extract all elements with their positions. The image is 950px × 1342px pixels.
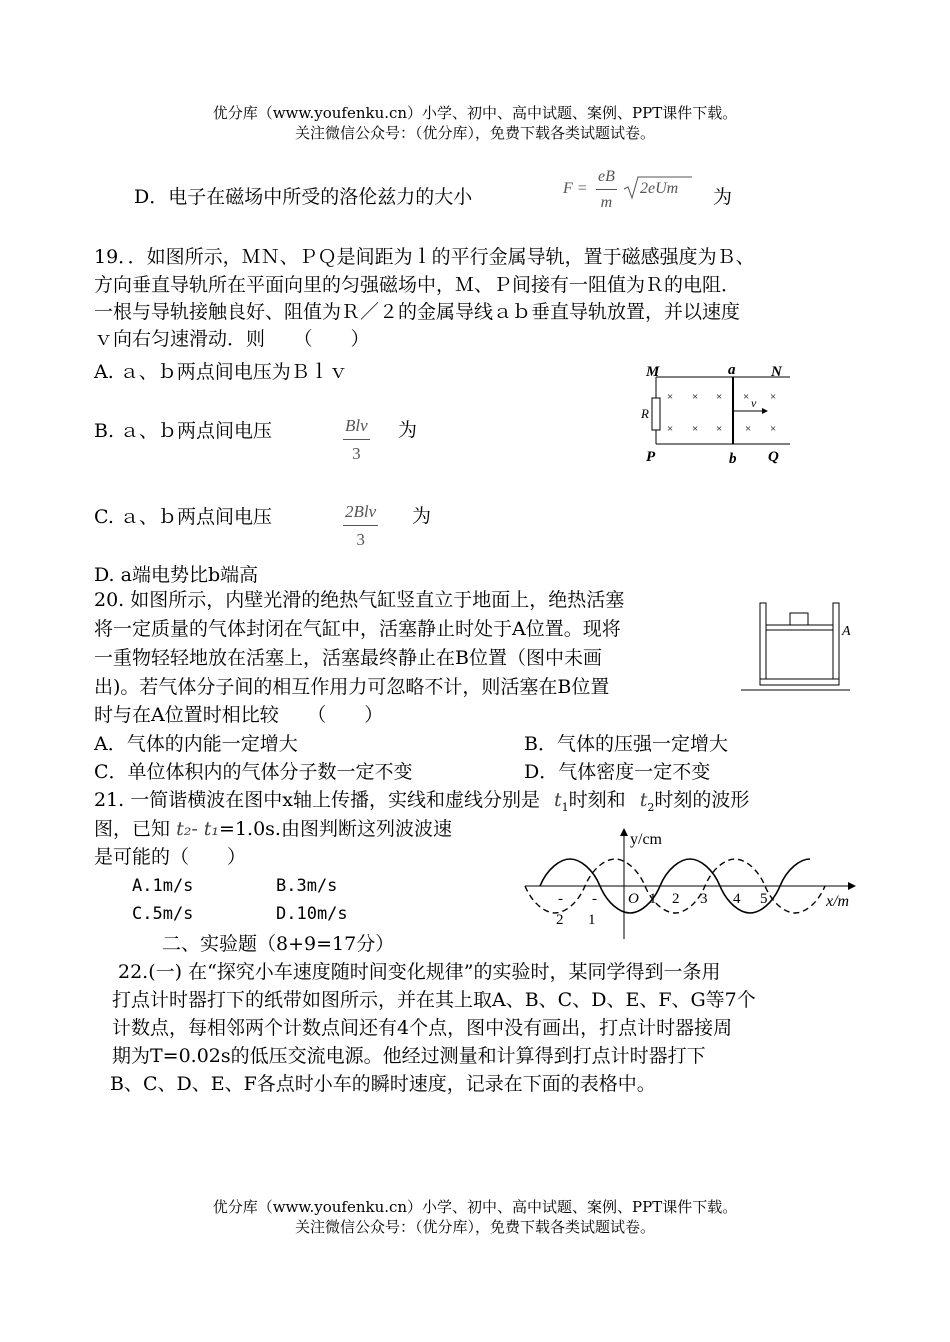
q21-line-1 xyxy=(94,788,749,820)
q21-option-a: A.1m/s xyxy=(132,876,194,896)
t1-symbol: t xyxy=(554,789,562,811)
tick-label-3: 3 xyxy=(700,891,708,907)
label-position-a: A xyxy=(842,624,851,639)
footer-line-1: 优分库（www.youfenku.cn）小学、初中、高中试题、案例、PPT课件下载。 xyxy=(212,1198,738,1216)
q20-line-3: 一重物轻轻地放在活塞上，活塞最终静止在B位置（图中未画 xyxy=(94,647,602,669)
label-m: M xyxy=(646,364,660,380)
label-r: R xyxy=(641,406,649,421)
q20-cylinder-diagram xyxy=(738,598,858,698)
resistor xyxy=(652,398,660,430)
tick-label-neg-1: 1 xyxy=(588,912,596,928)
q21-line-3: 是可能的（ ） xyxy=(94,846,247,868)
q22-line-3: 计数点，每相邻两个计数点间还有4个点，图中没有画出，打点计时器接周 xyxy=(112,1017,733,1039)
tick-label-2: 2 xyxy=(672,891,680,907)
q21-option-c: C.5m/s xyxy=(132,904,194,924)
q20-option-b: B．气体的压强一定增大 xyxy=(524,733,728,755)
q20-line-5: 时与在A位置时相比较 （ ） xyxy=(94,704,384,726)
section-2-title: 二、实验题（8+9=17分） xyxy=(162,933,395,955)
q22-line-1: 22.(一) 在“探究小车速度随时间变化规律”的实验时，某同学得到一条用 xyxy=(118,961,721,983)
q21-option-d: D.10m/s xyxy=(276,904,348,924)
q21-line-1-mid: 时刻和 xyxy=(568,789,626,811)
q20-option-a: A．气体的内能一定增大 xyxy=(94,733,298,755)
q21-line-2-text: 图，已知 xyxy=(94,818,171,840)
q19-line-1: 19．．如图所示，ＭＮ、ＰＱ是间距为ｌ的平行金属导轨，置于磁感强度为Ｂ、 xyxy=(94,246,755,268)
tick-label-5: 5 xyxy=(760,891,768,907)
q19-rail-diagram xyxy=(640,360,800,465)
q19-option-b-end: 为 xyxy=(398,419,418,441)
q19-line-4: ｖ向右匀速滑动．则 （ ） xyxy=(94,328,370,350)
header-line-1: 优分库（www.youfenku.cn）小学、初中、高中试题、案例、PPT课件下载。 xyxy=(212,104,738,122)
label-q: Q xyxy=(768,449,779,465)
cross-mark: × xyxy=(667,391,674,403)
y-axis-label: y/cm xyxy=(630,831,662,848)
q18-formula-denominator: m xyxy=(600,194,613,211)
q19-option-c-fraction xyxy=(343,502,378,550)
q19-option-b: B. ａ、ｂ两点间电压 xyxy=(94,420,273,442)
q19-option-d: D. a端电势比b端高 xyxy=(94,564,259,586)
q18-option-d: D．电子在磁场中所受的洛伦兹力的大小 xyxy=(134,186,473,208)
x-axis-label: x/m xyxy=(826,893,850,910)
q21-line-1-end: 时刻的波形 xyxy=(654,789,750,811)
q19-option-c-denominator: 3 xyxy=(356,530,365,549)
q19-option-b-denominator: 3 xyxy=(352,444,361,463)
tick-label-neg-2: 2 xyxy=(556,912,564,928)
t2-symbol: t xyxy=(639,789,648,811)
q22-line-5: B、C、D、E、F各点时小车的瞬时速度，记录在下面的表格中。 xyxy=(110,1073,656,1095)
q19-option-b-numerator: Blv xyxy=(343,416,370,440)
cross-mark: × xyxy=(692,423,699,435)
cross-mark: × xyxy=(743,391,750,403)
q19-line-2: 方向垂直导轨所在平面向里的匀强磁场中，Ｍ、Ｐ间接有一阻值为Ｒ的电阻． xyxy=(94,274,741,296)
q18-formula-fraction xyxy=(596,168,617,212)
q19-option-c-numerator: 2Blv xyxy=(343,502,378,526)
q19-option-c: C. ａ、ｂ两点间电压 xyxy=(94,506,272,528)
weight-block xyxy=(790,613,808,625)
footer-line-2: 关注微信公众号：（优分库），免费下载各类试题试卷。 xyxy=(294,1218,655,1236)
piston xyxy=(766,625,833,630)
cross-mark: × xyxy=(770,391,777,403)
q19-option-b-fraction xyxy=(343,416,370,464)
q22-line-2: 打点计时器打下的纸带如图所示，并在其上取A、B、C、D、E、F、G等7个 xyxy=(112,989,756,1011)
q21-line-2 xyxy=(94,817,452,841)
cross-mark: × xyxy=(692,391,699,403)
q20-option-d: D．气体密度一定不变 xyxy=(524,761,711,783)
q19-option-a: A. ａ、ｂ两点间电压为Ｂｌｖ xyxy=(94,361,348,383)
cross-mark: × xyxy=(770,423,777,435)
header-line-2: 关注微信公众号：（优分库），免费下载各类试题试卷。 xyxy=(294,124,655,142)
q20-option-c: C．单位体积内的气体分子数一定不变 xyxy=(94,761,413,783)
q21-line-1-text: 21. 一简谐横波在图中x轴上传播，实线和虚线分别是 xyxy=(94,789,540,811)
q20-line-4: 出)。若气体分子间的相互作用力可忽略不计，则活塞在B位置 xyxy=(94,676,610,698)
q22-line-4: 期为T=0.02s的低压交流电源。他经过测量和计算得到打点计时器打下 xyxy=(112,1045,706,1067)
label-a: a xyxy=(728,362,736,378)
cross-mark: × xyxy=(716,423,723,435)
cylinder-wall-right xyxy=(833,603,839,685)
cross-mark: × xyxy=(667,423,674,435)
tick-label-minus: - xyxy=(592,891,597,907)
cross-mark: × xyxy=(716,391,723,403)
velocity-arrowhead xyxy=(762,408,768,414)
origin-label: O xyxy=(628,891,639,907)
q21-wave-graph xyxy=(520,824,860,946)
tick-label-4: 4 xyxy=(733,891,741,907)
tick-label-1: 1 xyxy=(649,891,657,907)
cylinder-bottom xyxy=(760,679,839,685)
q18-formula-numerator: eB xyxy=(596,168,617,190)
label-p: P xyxy=(646,449,656,465)
y-axis-arrow xyxy=(620,828,628,836)
q19-line-3: 一根与导轨接触良好、阻值为Ｒ／２的金属导线ａｂ垂直导轨放置，并以速度 xyxy=(94,301,741,323)
x-axis-arrow xyxy=(848,882,856,890)
t1-subscript: 1 xyxy=(561,800,569,814)
q20-line-2: 将一定质量的气体封闭在气缸中，活塞静止时处于A位置。现将 xyxy=(94,618,621,640)
label-v: v xyxy=(751,396,757,410)
cross-mark: × xyxy=(745,423,752,435)
tick-label-minus: - xyxy=(558,891,563,907)
t2-subscript: 2 xyxy=(647,800,655,814)
q21-option-b: B.3m/s xyxy=(276,876,338,896)
q21-line-2-end: =1.0s.由图判断这列波波速 xyxy=(219,818,452,840)
q21-time-formula: t₂- t₁ xyxy=(176,818,220,840)
q18-formula-lhs: F = xyxy=(563,180,588,197)
q18-formula-sqrt: 2eUm xyxy=(640,180,679,197)
label-b: b xyxy=(729,451,737,465)
q19-option-c-end: 为 xyxy=(412,505,432,527)
label-n: N xyxy=(771,364,782,380)
q18-option-d-end: 为 xyxy=(713,186,733,208)
cylinder-wall-left xyxy=(760,603,766,685)
q20-line-1: 20. 如图所示，内壁光滑的绝热气缸竖直立于地面上，绝热活塞 xyxy=(94,589,625,611)
